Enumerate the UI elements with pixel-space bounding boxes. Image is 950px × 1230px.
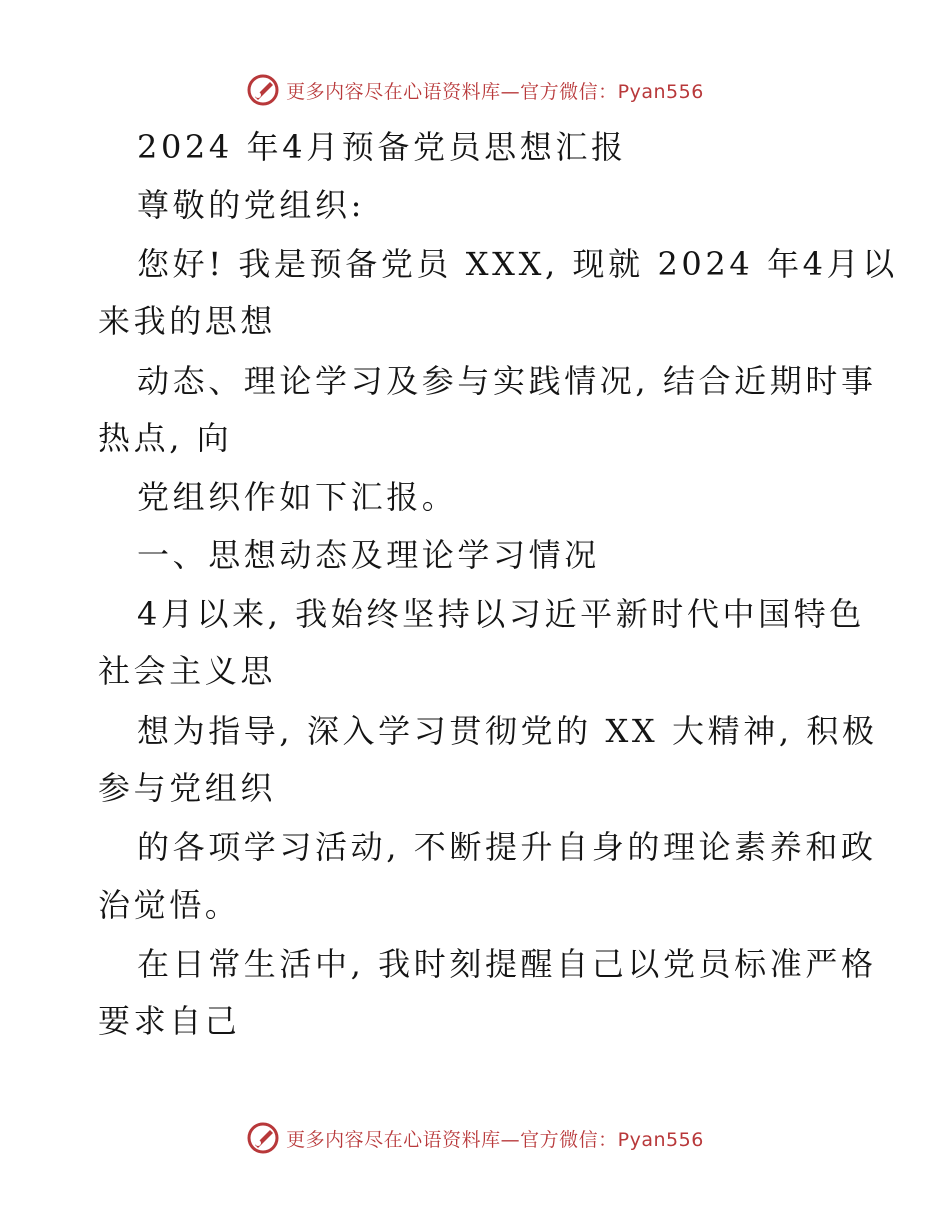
paragraph-line: 您好! 我是预备党员 XXX, 现就 2024 年4月以 [137, 245, 898, 283]
document-title: 2024 年4月预备党员思想汇报 [137, 128, 627, 166]
section-heading: 一、思想动态及理论学习情况 [137, 536, 600, 574]
paragraph-line: 社会主义思 [98, 652, 277, 690]
paragraph-line: 党组织作如下汇报。 [137, 478, 458, 516]
paragraph-line: 动态、理论学习及参与实践情况, 结合近期时事 [137, 362, 877, 400]
paragraph-line: 参与党组织 [98, 769, 277, 807]
header-watermark-text: 更多内容尽在心语资料库—官方微信：Pyan556 [286, 80, 704, 103]
brush-seal-logo-icon [246, 73, 280, 107]
brush-seal-logo-icon [246, 1121, 280, 1155]
header-watermark [0, 70, 950, 110]
paragraph-line: 在日常生活中, 我时刻提醒自己以党员标准严格 [137, 945, 877, 983]
paragraph-line: 来我的思想 [98, 302, 277, 340]
paragraph-line: 治觉悟。 [98, 886, 241, 924]
paragraph-line: 要求自己 [98, 1002, 241, 1040]
paragraph-line: 4月以来, 我始终坚持以习近平新时代中国特色 [137, 595, 865, 633]
paragraph-line: 热点, 向 [98, 419, 233, 457]
paragraph-line: 的各项学习活动, 不断提升自身的理论素养和政 [137, 828, 877, 866]
paragraph-line: 想为指导, 深入学习贯彻党的 XX 大精神, 积极 [137, 712, 878, 750]
footer-watermark [0, 1118, 950, 1158]
footer-watermark-text: 更多内容尽在心语资料库—官方微信：Pyan556 [286, 1128, 704, 1151]
salutation: 尊敬的党组织: [137, 186, 365, 224]
